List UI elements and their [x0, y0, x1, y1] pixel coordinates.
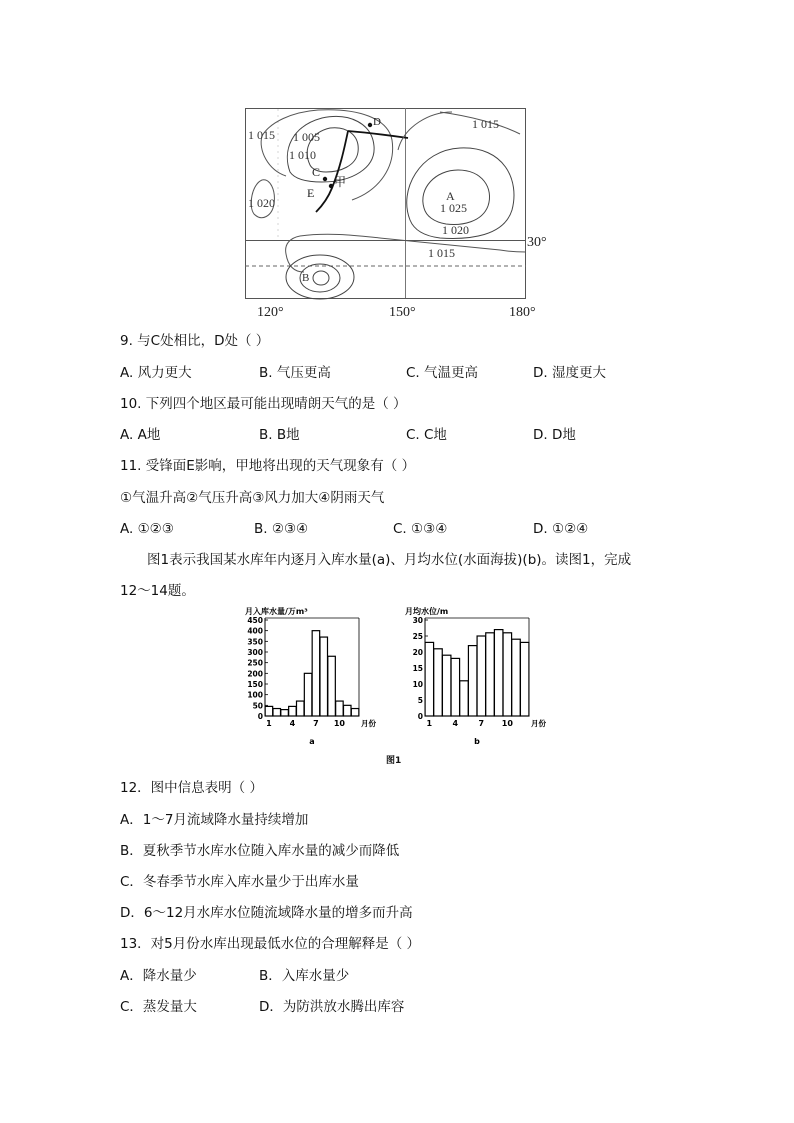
- y-tick-label: 450: [247, 616, 263, 625]
- bar-month-9: [328, 656, 336, 716]
- y-tick-label: 250: [247, 658, 263, 668]
- question-12-option-d: D．6～12月水库水位随流域降水量的增多而升高: [120, 905, 413, 921]
- longitude-label-150: 150°: [389, 305, 416, 320]
- x-tick-label: 7: [313, 719, 319, 728]
- bar-month-4: [451, 658, 460, 716]
- question-13-option-b: B．入库水量少: [259, 968, 350, 984]
- y-tick-label: 50: [252, 701, 263, 711]
- y-tick-label: 400: [247, 626, 263, 636]
- longitude-label-120: 120°: [257, 305, 284, 320]
- bar-month-4: [289, 706, 297, 716]
- pressure-center-a: A: [446, 189, 455, 203]
- bar-month-1: [425, 642, 434, 716]
- question-10-stem: 10. 下列四个地区最可能出现晴朗天气的是（ ）: [120, 396, 407, 412]
- bar-month-8: [486, 633, 495, 716]
- x-tick-label: 4: [289, 719, 296, 728]
- isobar-label-1010: 1 010: [289, 148, 316, 162]
- point-label-e: E: [307, 186, 315, 200]
- intro-text-line-2: 12～14题。: [120, 583, 195, 599]
- x-tick-label: 10: [501, 719, 513, 728]
- question-9-option-d: D. 湿度更大: [533, 365, 606, 381]
- weather-map: [230, 100, 550, 320]
- isobar-label-1015-bottom: 1 015: [428, 246, 455, 260]
- y-tick-label: 30: [412, 616, 423, 625]
- question-11-option-c: C. ①③④: [393, 521, 448, 537]
- question-11-option-a: A. ①②③: [120, 521, 174, 537]
- latitude-label-30: 30°: [527, 235, 547, 250]
- bar-month-5: [460, 681, 469, 716]
- isobar-label-1005: 1 005: [293, 130, 320, 144]
- question-10-option-d: D. D地: [533, 427, 576, 443]
- y-tick-label: 350: [247, 637, 263, 647]
- x-tick-label: 1: [266, 719, 272, 728]
- question-13-option-d: D．为防洪放水腾出库容: [259, 999, 405, 1015]
- question-11-option-d: D. ①②④: [533, 521, 589, 537]
- question-12-stem: 12．图中信息表明（ ）: [120, 780, 263, 796]
- question-11-option-b: B. ②③④: [254, 521, 309, 537]
- intro-text-line-1: 图1表示我国某水库年内逐月入库水量(a)、月均水位(水面海拔)(b)。读图1，完成: [147, 552, 632, 568]
- y-tick-label: 0: [257, 712, 263, 721]
- chart-a-monthly-inflow: [235, 600, 410, 750]
- bar-month-6: [468, 646, 477, 716]
- bar-month-9: [494, 630, 503, 716]
- y-axis-label: 月均水位/m: [405, 607, 449, 616]
- bar-month-12: [520, 642, 529, 716]
- bar-month-10: [503, 633, 512, 716]
- y-tick-label: 20: [412, 648, 423, 657]
- question-9-option-b: B. 气压更高: [259, 365, 331, 381]
- question-10-option-b: B. B地: [259, 427, 300, 443]
- y-tick-label: 300: [247, 648, 263, 657]
- bar-month-3: [442, 655, 451, 716]
- y-tick-label: 15: [412, 664, 423, 673]
- bar-month-12: [351, 709, 359, 716]
- y-tick-label: 25: [412, 632, 423, 641]
- bar-month-7: [312, 631, 320, 716]
- isobar-label-1020-left: 1 020: [248, 196, 275, 210]
- y-tick-label: 150: [247, 680, 263, 689]
- question-12-option-c: C．冬春季节水库入库水量少于出库水量: [120, 874, 359, 890]
- panel-label: a: [309, 737, 315, 746]
- point-label-d: D: [373, 116, 381, 128]
- isobar-label-1015-right: 1 015: [472, 117, 499, 131]
- y-tick-label: 5: [417, 696, 423, 705]
- x-tick-label: 10: [333, 719, 345, 728]
- question-13-option-c: C．蒸发量大: [120, 999, 197, 1015]
- question-9-option-a: A. 风力更大: [120, 365, 192, 381]
- y-tick-label: 200: [247, 669, 263, 679]
- x-axis-label: 月份: [361, 719, 376, 728]
- question-11-statements: ①气温升高②气压升高③风力加大④阴雨天气: [120, 490, 385, 506]
- longitude-label-180: 180°: [509, 305, 536, 320]
- y-tick-label: 10: [412, 680, 423, 689]
- x-tick-label: 1: [426, 719, 433, 728]
- question-11-stem: 11. 受锋面E影响，甲地将出现的天气现象有（ ）: [120, 458, 416, 474]
- question-12-option-b: B．夏秋季节水库水位随入库水量的减少而降低: [120, 843, 400, 859]
- bar-month-3: [281, 710, 289, 716]
- y-tick-label: 0: [417, 712, 423, 721]
- chart-b-monthly-water-level: [405, 600, 565, 750]
- bar-month-10: [336, 701, 344, 716]
- question-10-option-a: A. A地: [120, 427, 161, 443]
- question-13-option-a: A．降水量少: [120, 968, 197, 984]
- point-label-jia: 甲: [334, 175, 347, 189]
- x-tick-label: 4: [452, 719, 459, 728]
- bar-month-11: [512, 639, 521, 716]
- x-tick-label: 7: [478, 719, 485, 728]
- panel-label: b: [474, 737, 480, 746]
- bar-month-8: [320, 637, 328, 716]
- pressure-center-b: B: [302, 272, 310, 284]
- point-label-c: C: [312, 165, 321, 179]
- isobar-label-1020-mid: 1 020: [442, 223, 469, 237]
- y-axis-label: 月入库水量/万m³: [245, 607, 308, 616]
- isobar-label-1025: 1 025: [440, 201, 467, 215]
- question-12-option-a: A．1～7月流域降水量持续增加: [120, 812, 309, 828]
- bar-month-1: [265, 706, 273, 716]
- bar-month-2: [434, 649, 443, 716]
- question-10-option-c: C. C地: [406, 427, 447, 443]
- bar-month-2: [273, 709, 281, 716]
- figure-caption: 图1: [386, 756, 402, 766]
- question-9-stem: 9. 与C处相比，D处（ ）: [120, 333, 270, 349]
- bar-month-6: [304, 673, 312, 716]
- y-tick-label: 100: [247, 690, 263, 700]
- question-13-stem: 13．对5月份水库出现最低水位的合理解释是（ ）: [120, 936, 421, 952]
- bar-month-5: [297, 701, 305, 716]
- isobar-label-1015-left: 1 015: [248, 128, 275, 142]
- bar-month-11: [344, 705, 352, 716]
- x-axis-label: 月份: [531, 719, 546, 728]
- question-9-option-c: C. 气温更高: [406, 365, 479, 381]
- bar-month-7: [477, 636, 486, 716]
